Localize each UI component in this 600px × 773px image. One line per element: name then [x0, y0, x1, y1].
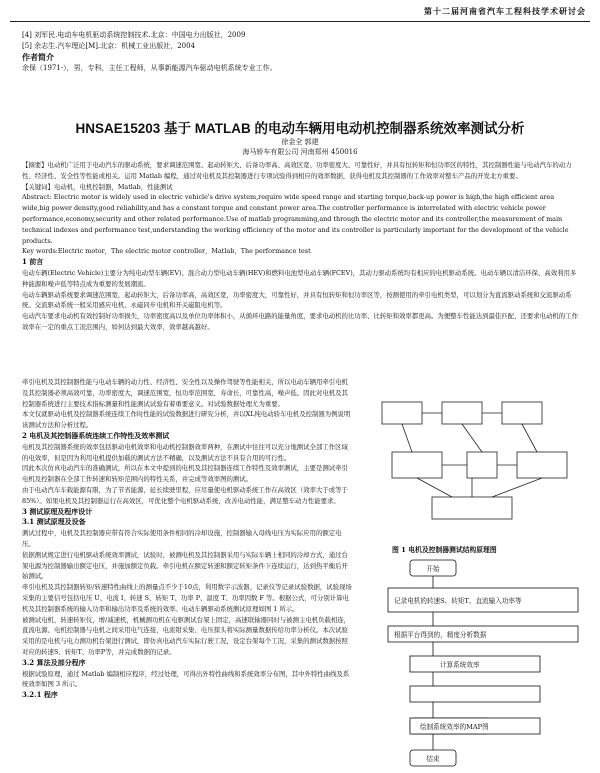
paper-title: HNSAE15203 基于 MATLAB 的电动车辆用电动机控制器系统效率测试分析 — [75, 121, 525, 136]
flow-step-label: 计算系统效率 — [440, 661, 480, 669]
section-1-heading: 1 前言 — [22, 257, 44, 267]
section-2-para: 电机及其控制器系统的效率包括驱动电机效率和电动机控制器效率两种，在测试中往往可以充分地测试全部工作区域的电效率，但是因为利用电机提供加载的测试方法不精确，以及测试方法不具有合用的可行性。 — [22, 442, 348, 462]
keywords-cn: 【关键词】电动机，电机控制器，Matlab，性能测试 — [22, 182, 173, 191]
section-1-para: 本文仅就驱动电机及控制器系统连续工作时性能的试验数据进行研究分析，并以XL纯电动轿车电机及控制器为例说明该测试方法和分析过程。 — [22, 410, 351, 430]
author-intro-text: 余保（1971-），男，专科，主任工程师，从事新能源汽车驱动电机系统专业工作。 — [22, 64, 277, 72]
section-3-para: 依据测试规定进行电机驱动系统效率测试，试验时，被测电机及其控制器采用与实际车辆上相同的冷却方式，通过台架电源为控制器输出额定电压，并施加额定负载。牵引电机在额定转速和额定转矩条件下连续运行，达到热平衡后开始测试。 — [22, 550, 348, 581]
schematic-block — [467, 452, 497, 478]
section-2-para: 因此本次仿真电动汽车的准确测试，所以在本文中提到的电机及其控制器连续工作特性及效率测试，主要是测试牵引电机及控制器在全部工作转速和转矩范围内的特性关系，并完成等效率图的测试。 — [22, 464, 348, 484]
flow-step-label: 绘制系统效率的MAP图 — [420, 723, 489, 731]
abstract-block — [22, 160, 582, 333]
section-3-heading: 3 测试原理及程序设计 — [22, 506, 93, 516]
flow-step-label: 结束 — [426, 755, 440, 763]
section-1-para: 牵引电机及其控制器性能与电动车辆的动力性、经济性、安全性以及操作驾驶等性能相关，所以电动车辆用牵引电机及其控制器必须高效可靠，功率密度大，调速范围宽，恒功率范围宽，寿命长，可靠性高，噪声低。因此对电机及其控制器系统进行主要技术指标测量和性能测试试验有着重要意义。对试验数据处理尤为重要。 — [22, 378, 348, 408]
section-1-para: 电动车辆驱动系统要求调速范围宽，起动转矩大，后备功率高，高效区宽，功率密度大，可靠性好，并具有恒转矩和恒功率区等，按测使用的牵引电机类型，可以划分为直流驱动系统和交流驱动系统。交流驱动系统一般采用感应电机、永磁同步电机和开关磁阻电机等。 — [22, 290, 572, 310]
section-3-para: 牵引电机及其控制器转矩/转速特性曲线上的测量点不少于10点，利用数字示波器、记录仪等记录试验数据，试验现场采集的主要信号包括电压 U、电流 I、转速 S、转矩 T、功率 P、温度 T、功率因数 F 等。根据公式，可分别计算电机及其控制器系统的输入功率和输出功率及系统的效率。电动车辆驱动系统测试原理如图 1 所示。 — [22, 583, 352, 613]
schematic-block — [442, 402, 482, 424]
keywords-en: Key words:Electric motor，The electric motor controller，Matlab，The performance test — [22, 247, 311, 256]
schematic-block — [502, 402, 542, 424]
paper-authors: 徐金全 郭建 — [281, 138, 319, 146]
test-schematic-diagram — [372, 392, 582, 532]
paper-affiliation: 海马轿车有限公司 河南郑州 450016 — [242, 148, 358, 156]
section-1-para: 电动汽车要求电动机有效控制好功率损失，功率密度高以及单位功率体积小，从循环电路的能量角度，要求电动机的比功率、比转矩和效率都更高。为便整车性能达到最佳匹配，还要求电动机的工作效率在一定的重点工况范围内，如何达到最大效率，效率越高越好。 — [22, 312, 578, 331]
running-header: 第十二届河南省汽车工程科技学术研讨会 — [424, 6, 586, 16]
flow-step-box — [410, 686, 540, 702]
schematic-block — [517, 452, 567, 478]
section-2-para: 由于电动汽车车载能源有限，为了节省能源，延长续驶里程，应尽量使电机驱动系统工作在高效区（效率大于或等于 85%）。如果电机及其控制器运行在高效区，可优化整个电机驱动系统，改善电动性能，满足整车动力性能要求。 — [22, 485, 348, 505]
section-3-2-heading: 3.2 算法及部分程序 — [22, 657, 86, 667]
section-1-para: 电动车辆(Electric Vehicle)主要分为纯电动型车辆(EV)、混合动力型电动车辆(HEV)和燃料电池型电动车辆(FCEV)，其动力驱动系统均有相应的电机驱动系统。电动车辆以清洁环保、高效利用多种能源和噪声低等特点成为重要的发展潮流。 — [22, 268, 577, 288]
author-intro-heading: 作者简介 — [22, 52, 54, 62]
section-3-2-1-heading: 3.2.1 程序 — [22, 690, 58, 700]
flowchart — [380, 558, 590, 773]
schematic-block — [432, 497, 512, 519]
schematic-block — [382, 402, 422, 424]
left-column — [22, 377, 352, 701]
schematic-block — [392, 452, 442, 478]
reference-item: [5] 余志生.汽车理论[M].北京：机械工业出版社，2004 — [22, 42, 196, 50]
section-3-para: 测试过程中，电机及其控制器应带有符合实际使用条件相同的冷却设施，控制器输入母线电压为实际应用的额定电压。 — [22, 529, 342, 548]
abstract-en: Abstract: Electric motor is widely used in electric vehicle's drive system,require wide speed range and starting torque,back-up power is high,the high efficient area wide,big power density,good reliability,and has a constant torque and constant power area.The controller performance is interrelated with electric vehicle power performance,economy,security and other related performance.Use of matlab programming,and through the electric motor and its controller,the measurement of main technical indexes and performance test,understanding the working efficiency of the motor and its controller is particularly important for the development of the vehicle products. — [22, 193, 569, 245]
header-rule — [10, 21, 590, 22]
reference-item: [4] 刘军民.电动车电机驱动系统控制技术.北京：中国电力出版社，2009 — [22, 31, 246, 39]
section-3-2-para: 根据试验原理，通过 Matlab 编制相应程序，经过处理，可得出外特性曲线和系统效率分布图，其中外特性曲线及系统效率如图 3 所示。 — [22, 669, 350, 689]
figure-caption: 图 1 电机及控制器测试结构原理图 — [392, 546, 497, 554]
references-block — [22, 30, 582, 74]
section-3-1-heading: 3.1 测试原理及设备 — [22, 517, 86, 527]
flow-step-label: 记录电机的转速S、转矩T、直流输入功率等 — [394, 597, 522, 605]
section-2-heading: 2 电机及其控制器系统连续工作特性及效率测试 — [22, 430, 170, 440]
flow-step-label: 根据平台得到的，精度分析数据 — [394, 631, 487, 639]
flow-step-label: 开始 — [426, 565, 440, 573]
section-3-para: 被测试电机，转速转矩仪，增/减速机，机械测功机在电驱测试台架上固定，高速联轴器同时与被测主电机负载相连，直流电源、电机控制器与电机之间采用电气连接，电流钳采集、电压探头将实际测量数据传给功率分析仪。本次试验采用的是电机与电力测功机台架进行测试，即仿真电动汽车实际行驶工况，设定台架每个工况，采集的测试数据按照对应的转速S、转矩T、功率P等，并完成数据的记录。 — [22, 615, 351, 656]
abstract-cn: 【摘要】电动机广泛用于电动汽车的驱动系统，要求调速范围宽、起动转矩大、后备功率高、高效区宽、功率密度大、可靠性好，并具有恒转矩和恒功率区的特性，其控制器性能与电动汽车的动力性、经济性、安全性等性能或相关。运用 Matlab 编程，通过对电机及其控制器进行专项试验得到相应的效率数据，获得电机及其控制器的工作效率对整车产品的开发北方重要。 — [22, 161, 572, 180]
